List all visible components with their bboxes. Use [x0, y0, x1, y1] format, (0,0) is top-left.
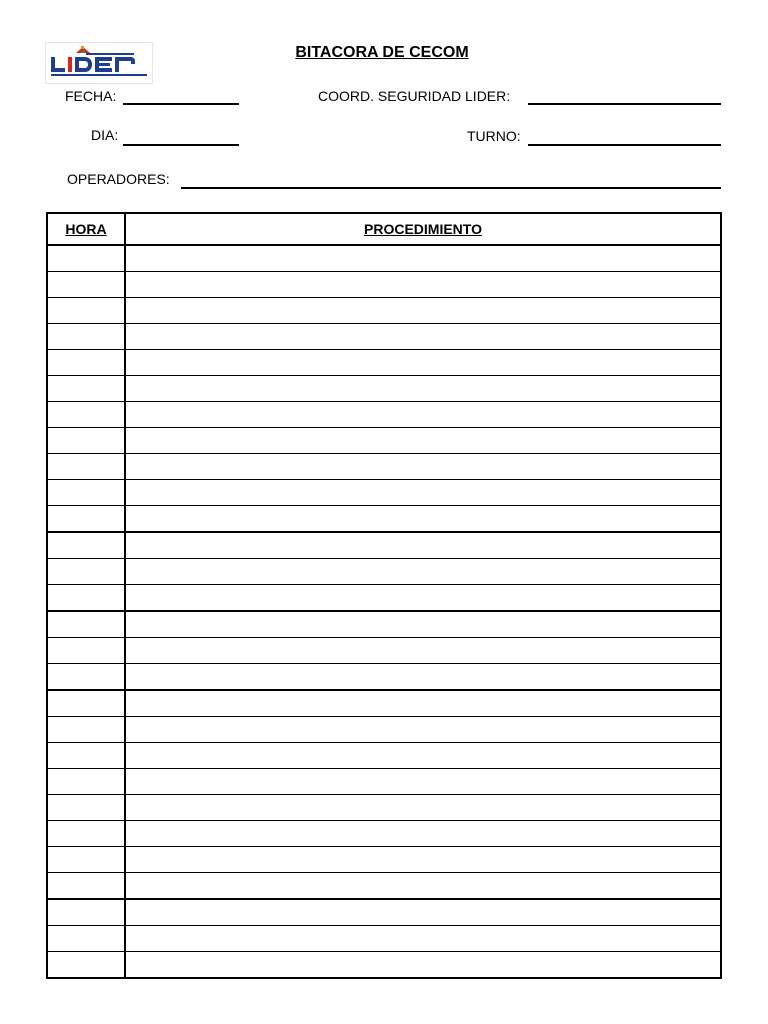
- table-row: [47, 717, 721, 743]
- hora-cell[interactable]: [47, 899, 125, 926]
- hora-cell[interactable]: [47, 795, 125, 821]
- hora-cell[interactable]: [47, 717, 125, 743]
- procedimiento-cell[interactable]: [125, 899, 721, 926]
- hora-cell[interactable]: [47, 873, 125, 900]
- hora-column-header: HORA: [47, 213, 125, 245]
- procedimiento-cell[interactable]: [125, 585, 721, 612]
- hora-cell[interactable]: [47, 952, 125, 979]
- document-title-text: BITACORA DE CECOM: [295, 44, 469, 61]
- hora-cell[interactable]: [47, 350, 125, 376]
- table-row: [47, 402, 721, 428]
- hora-cell[interactable]: [47, 532, 125, 559]
- procedimiento-cell[interactable]: [125, 952, 721, 979]
- hora-cell[interactable]: [47, 559, 125, 585]
- table-row: [47, 795, 721, 821]
- table-row: [47, 324, 721, 350]
- procedimiento-cell[interactable]: [125, 245, 721, 272]
- table-row: [47, 743, 721, 769]
- table-row: [47, 690, 721, 717]
- procedimiento-cell[interactable]: [125, 350, 721, 376]
- table-row: [47, 272, 721, 298]
- hora-cell[interactable]: [47, 926, 125, 952]
- table-row: [47, 899, 721, 926]
- operadores-field[interactable]: [181, 187, 721, 189]
- hora-cell[interactable]: [47, 611, 125, 638]
- procedimiento-cell[interactable]: [125, 506, 721, 533]
- procedimiento-cell[interactable]: [125, 298, 721, 324]
- table-row: [47, 585, 721, 612]
- procedimiento-cell[interactable]: [125, 717, 721, 743]
- hora-cell[interactable]: [47, 245, 125, 272]
- coord-seguridad-label: COORD. SEGURIDAD LIDER:: [318, 88, 511, 104]
- fecha-field[interactable]: [123, 103, 239, 105]
- procedure-log-table: [46, 212, 722, 979]
- hora-cell[interactable]: [47, 454, 125, 480]
- procedimiento-cell[interactable]: [125, 926, 721, 952]
- table-row: [47, 376, 721, 402]
- turno-label: TURNO:: [467, 128, 521, 144]
- procedimiento-cell[interactable]: [125, 664, 721, 691]
- dia-label: DIA:: [91, 127, 119, 143]
- table-row: [47, 350, 721, 376]
- hora-cell[interactable]: [47, 585, 125, 612]
- procedimiento-cell[interactable]: [125, 769, 721, 795]
- procedimiento-cell[interactable]: [125, 743, 721, 769]
- table-row: [47, 873, 721, 900]
- coord-seguridad-field[interactable]: [528, 103, 721, 105]
- procedimiento-cell[interactable]: [125, 821, 721, 847]
- hora-cell[interactable]: [47, 690, 125, 717]
- table-row: [47, 532, 721, 559]
- hora-cell[interactable]: [47, 428, 125, 454]
- procedimiento-cell[interactable]: [125, 376, 721, 402]
- hora-cell[interactable]: [47, 847, 125, 873]
- procedimiento-cell[interactable]: [125, 611, 721, 638]
- procedimiento-cell[interactable]: [125, 324, 721, 350]
- table-row: [47, 428, 721, 454]
- hora-cell[interactable]: [47, 324, 125, 350]
- table-row: [47, 298, 721, 324]
- procedimiento-cell[interactable]: [125, 847, 721, 873]
- hora-cell[interactable]: [47, 743, 125, 769]
- table-row: [47, 821, 721, 847]
- procedimiento-cell[interactable]: [125, 454, 721, 480]
- table-row: [47, 611, 721, 638]
- table-row: [47, 952, 721, 979]
- hora-cell[interactable]: [47, 638, 125, 664]
- hora-cell[interactable]: [47, 272, 125, 298]
- procedimiento-cell[interactable]: [125, 873, 721, 900]
- table-row: [47, 245, 721, 272]
- procedimiento-column-header: PROCEDIMIENTO: [125, 213, 721, 245]
- table-header-row: [47, 213, 721, 245]
- hora-cell[interactable]: [47, 506, 125, 533]
- table-row: [47, 559, 721, 585]
- procedimiento-cell[interactable]: [125, 690, 721, 717]
- procedimiento-cell[interactable]: [125, 532, 721, 559]
- table-row: [47, 664, 721, 691]
- procedimiento-cell[interactable]: [125, 402, 721, 428]
- table-row: [47, 847, 721, 873]
- table-row: [47, 454, 721, 480]
- operadores-label: OPERADORES:: [67, 171, 170, 187]
- table-row: [47, 926, 721, 952]
- hora-cell[interactable]: [47, 664, 125, 691]
- table-row: [47, 480, 721, 506]
- turno-field[interactable]: [528, 144, 721, 146]
- hora-cell[interactable]: [47, 821, 125, 847]
- procedimiento-cell[interactable]: [125, 428, 721, 454]
- document-title: [0, 44, 768, 62]
- procedimiento-cell[interactable]: [125, 559, 721, 585]
- table-row: [47, 769, 721, 795]
- procedimiento-cell[interactable]: [125, 795, 721, 821]
- table-row: [47, 506, 721, 533]
- table-body: [47, 245, 721, 978]
- hora-cell[interactable]: [47, 298, 125, 324]
- hora-cell[interactable]: [47, 480, 125, 506]
- procedimiento-cell[interactable]: [125, 272, 721, 298]
- procedimiento-cell[interactable]: [125, 480, 721, 506]
- procedimiento-cell[interactable]: [125, 638, 721, 664]
- hora-cell[interactable]: [47, 402, 125, 428]
- fecha-label: FECHA:: [65, 88, 117, 104]
- hora-cell[interactable]: [47, 769, 125, 795]
- hora-cell[interactable]: [47, 376, 125, 402]
- table-row: [47, 638, 721, 664]
- dia-field[interactable]: [123, 144, 239, 146]
